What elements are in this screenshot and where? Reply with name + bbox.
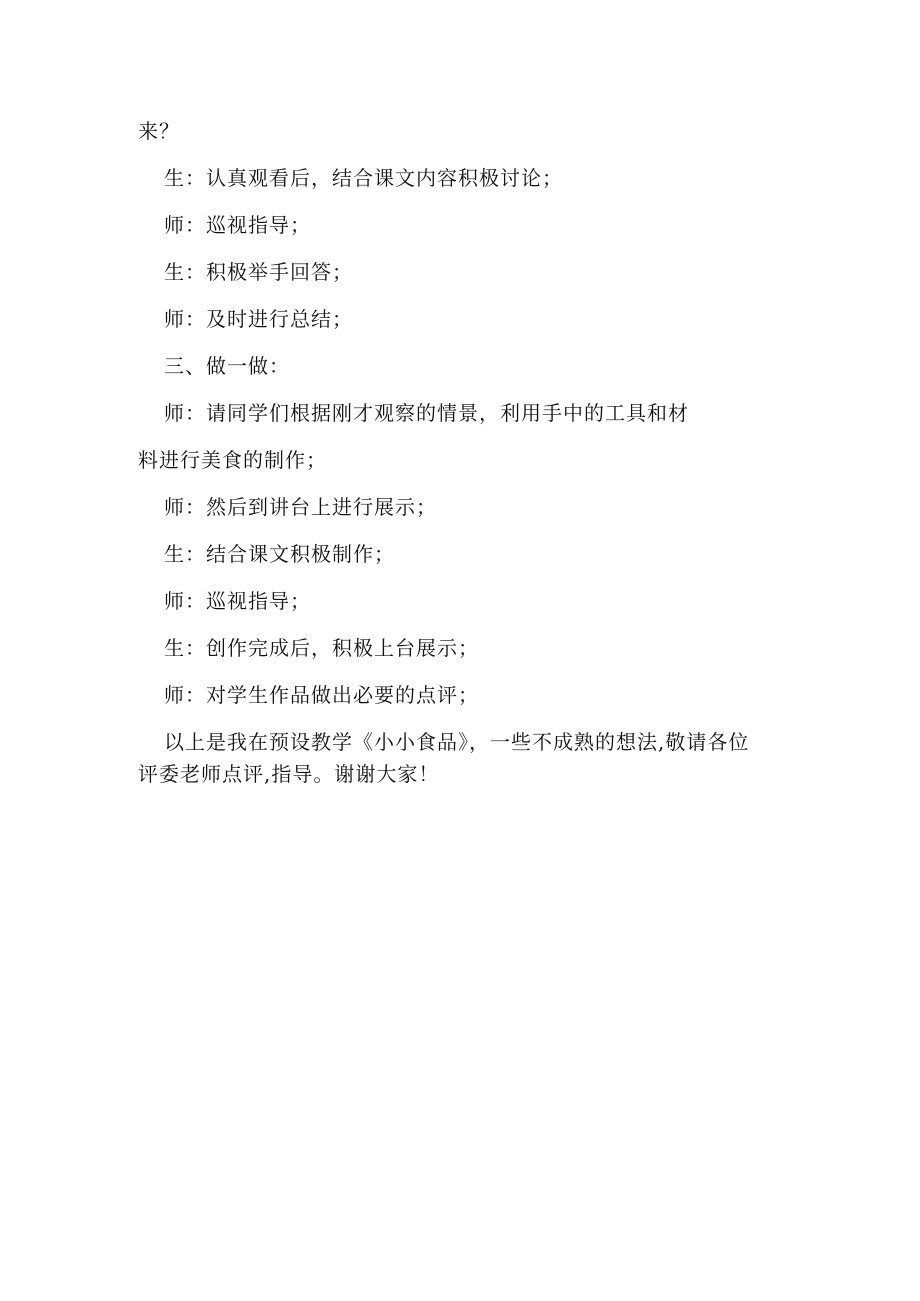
paragraph-line: 以上是我在预设教学《小小食品》，一些不成熟的想法,敬请各位: [164, 730, 750, 754]
paragraph-line: 料进行美食的制作；: [138, 448, 327, 472]
paragraph-line: 生：创作完成后，积极上台展示；: [164, 636, 479, 660]
paragraph-line: 师：然后到讲台上进行展示；: [164, 495, 437, 519]
closing-paragraph: [138, 727, 788, 789]
section-heading: 三、做一做：: [164, 354, 290, 378]
paragraph-line: 师：巡视指导；: [164, 213, 311, 237]
paragraph-line: 生：认真观看后，结合课文内容积极讨论；: [164, 166, 563, 190]
paragraph-line: 师：对学生作品做出必要的点评；: [164, 683, 479, 707]
paragraph-line: 生：积极举手回答；: [164, 260, 353, 284]
paragraph-line: 来？: [138, 119, 180, 143]
paragraph-line: 师：巡视指导；: [164, 589, 311, 613]
paragraph-line: 师：请同学们根据刚才观察的情景，利用手中的工具和材: [164, 401, 689, 425]
paragraph-line: 评委老师点评,指导。谢谢大家！: [138, 762, 440, 786]
document-body: [138, 116, 788, 791]
paragraph-line: 师：及时进行总结；: [164, 307, 353, 331]
paragraph-line: 生：结合课文积极制作；: [164, 542, 395, 566]
